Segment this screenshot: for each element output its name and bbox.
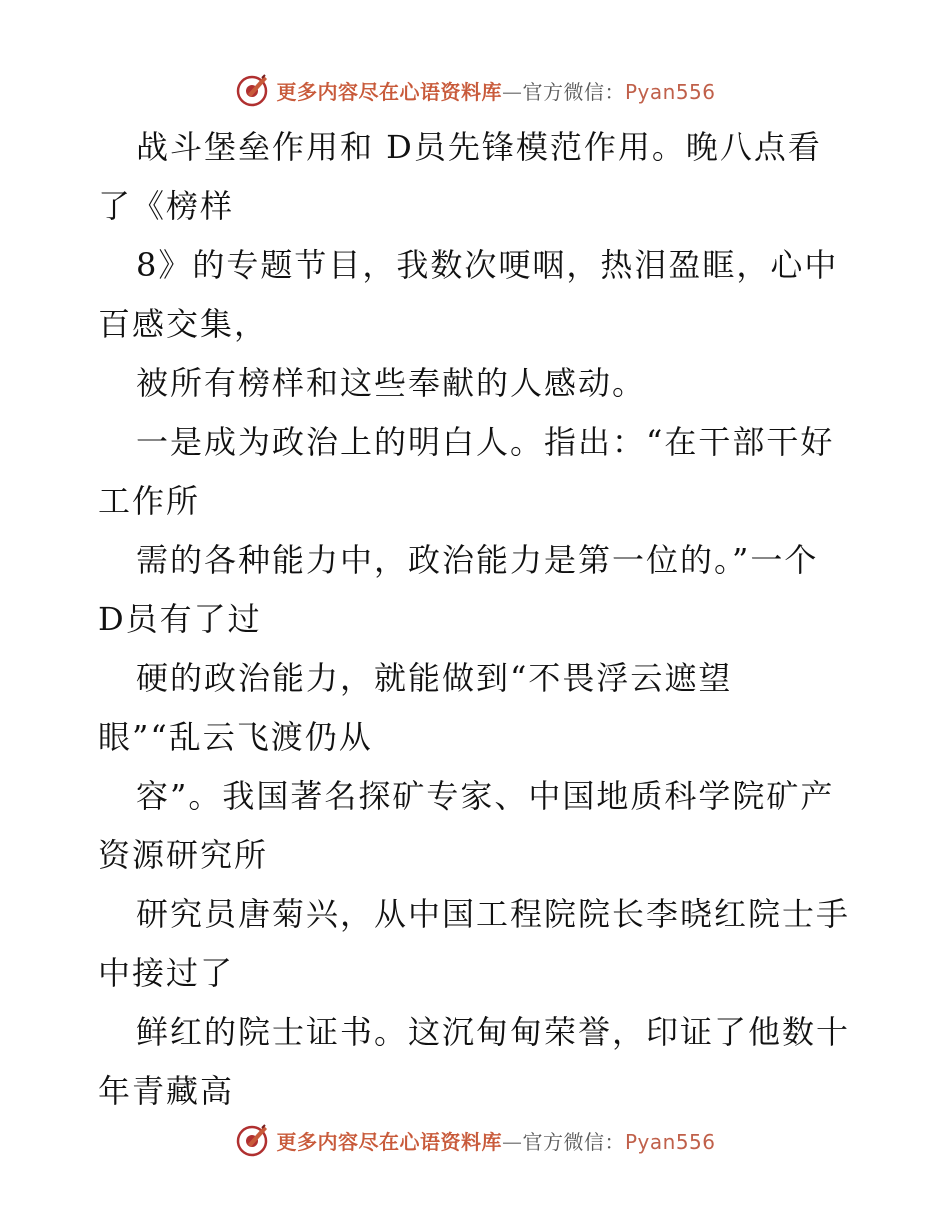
- body-line-14: 研究员唐菊兴，从中国工程院院长李晓红院士手: [136, 895, 851, 933]
- header-separator: —: [501, 79, 523, 104]
- body-line-7: 工作所: [98, 482, 201, 520]
- body-line-15: 中接过了: [98, 954, 235, 992]
- header-banner: [0, 70, 950, 110]
- body-line-11: 眼”“乱云飞渡仍从: [98, 718, 373, 756]
- footer-wechat-label: 官方微信：: [522, 1129, 625, 1154]
- footer-banner-text: [276, 1126, 715, 1155]
- footer-banner-inner: [234, 1122, 715, 1158]
- body-line-6: 一是成为政治上的明白人。指出：“在干部干好: [136, 423, 835, 461]
- footer-separator: —: [501, 1129, 523, 1154]
- body-line-1: 战斗堡垒作用和 D员先锋模范作用。晚八点看: [136, 128, 822, 166]
- footer-wechat-id: Pyan556: [624, 1129, 716, 1154]
- header-banner-text: [276, 76, 715, 105]
- body-line-16: 鲜红的院士证书。这沉甸甸荣誉，印证了他数十: [136, 1013, 851, 1051]
- header-brand-text: 更多内容尽在心语资料库: [276, 79, 502, 104]
- header-wechat-label: 官方微信：: [522, 79, 625, 104]
- body-line-17: 年青藏高: [98, 1072, 235, 1110]
- quill-logo-icon: [234, 72, 270, 108]
- body-line-10: 硬的政治能力，就能做到“不畏浮云遮望: [136, 659, 733, 697]
- body-line-9: D员有了过: [98, 600, 262, 638]
- header-wechat-id: Pyan556: [624, 79, 716, 104]
- body-line-3: 8》的专题节目，我数次哽咽，热泪盈眶，心中: [136, 246, 839, 284]
- body-line-12: 容”。我国著名探矿专家、中国地质科学院矿产: [136, 777, 835, 815]
- footer-banner: [0, 1120, 950, 1160]
- document-body: [98, 118, 858, 1121]
- body-line-8: 需的各种能力中，政治能力是第一位的。”一个: [136, 541, 819, 579]
- header-banner-inner: [234, 72, 715, 108]
- body-line-13: 资源研究所: [98, 836, 269, 874]
- body-line-4: 百感交集，: [98, 305, 269, 343]
- footer-brand-text: 更多内容尽在心语资料库: [276, 1129, 502, 1154]
- quill-logo-icon: [234, 1122, 270, 1158]
- body-line-5: 被所有榜样和这些奉献的人感动。: [136, 364, 647, 402]
- body-line-2: 了《榜样: [98, 187, 235, 225]
